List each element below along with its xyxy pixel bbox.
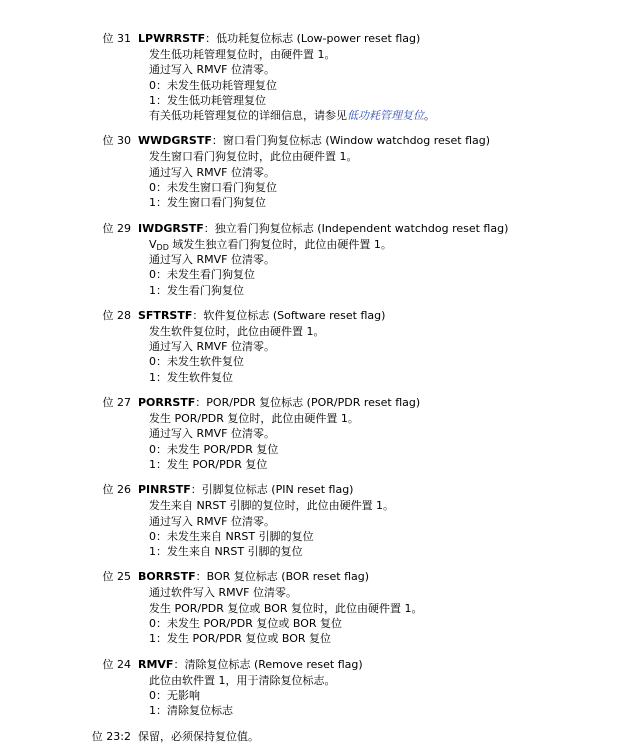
desc-line: 1：发生 POR/PDR 复位或 BOR 复位 [149,632,332,646]
bit-label: 位 23:2 [91,729,131,743]
bit-label: 位 24 [102,657,131,671]
field-rmvf: 位 24 RMVF：清除复位标志 (Remove reset flag) 此位由软件置 1，用于清除复位标志。 0：无影响 1：清除复位标志 [0,656,639,719]
field-name: WWDGRSTF [138,134,212,148]
desc-line: 通过写入 RMVF 位清零。 [149,252,275,266]
field-title: 窗口看门狗复位标志 (Window watchdog reset flag) [222,134,491,148]
field-reserved [0,728,639,745]
field-title: 独立看门狗复位标志 (Independent watchdog reset flag) [214,221,509,235]
desc-line: 发生 POR/PDR 复位时，此位由硬件置 1。 [149,412,359,426]
desc-line: 发生窗口看门狗复位时，此位由硬件置 1。 [149,150,358,164]
field-name: IWDGRSTF [138,221,204,235]
field-name: BORRSTF [138,570,196,584]
desc-line-vdd: $V_{DD}$ 域发生独立看门狗复位时，此位由硬件置 1。 [149,237,392,252]
desc-line: 1：发生来自 NRST 引脚的复位 [149,545,303,559]
field-name: SFTRSTF [138,308,193,322]
field-wwdgrstf: 位 30 WWDGRSTF：窗口看门狗复位标志 (Window watchdog reset flag) 发生窗口看门狗复位时，此位由硬件置 1。 通过写入 RMVF 位清零。 0：未发生窗口看门狗复位 1：发生窗口看门狗复位 [0,132,639,210]
desc-line: 1：发生窗口看门狗复位 [149,196,266,210]
bit-label: 位 28 [102,308,131,322]
desc-line: 发生 POR/PDR 复位或 BOR 复位时，此位由硬件置 1。 [149,601,423,615]
desc-line: 0：未发生 POR/PDR 复位 [149,442,279,456]
low-power-reset-link[interactable]: 低功耗管理复位 [347,109,424,123]
desc-line: 0：未发生 POR/PDR 复位或 BOR 复位 [149,617,343,631]
bit-label: 位 29 [102,221,131,235]
bit-label: 位 26 [102,483,131,497]
bit-label: 位 30 [102,134,131,148]
field-title: 低功耗复位标志 (Low-power reset flag) [216,32,421,45]
bit-label: 位 25 [102,570,131,584]
desc-line: 通过写入 RMVF 位清零。 [149,165,275,179]
field-name: LPWRRSTF [138,32,206,45]
desc-line: 0：未发生来自 NRST 引脚的复位 [149,529,314,543]
field-borrstf: 位 25 BORRSTF：BOR 复位标志 (BOR reset flag) 通过软件写入 RMVF 位清零。 发生 POR/PDR 复位或 BOR 复位时，此位由硬件置 1。 0：未发生 POR/PDR 复位或 BOR 复位 1：发生 POR/PDR 复位或 BOR 复位 [0,568,639,646]
field-title: 引脚复位标志 (PIN reset flag) [201,483,354,497]
desc-line: 1：发生看门狗复位 [149,283,244,297]
field-lpwrrstf: 位 31 LPWRRSTF：低功耗复位标志 (Low-power reset flag) 发生低功耗管理复位时，由硬件置 1。 通过写入 RMVF 位清零。 0：未发生低功耗管理复位 1：发生低功耗管理复位 有关低功耗管理复位的详细信息，请参见低功耗管理复位。 [0,30,639,123]
desc-line: 0：未发生软件复位 [149,355,244,369]
desc-line: 0：未发生窗口看门狗复位 [149,181,277,195]
field-name: PINRSTF [138,483,191,497]
reserved-text: 保留，必须保持复位值。 [138,729,259,743]
bit-label: 位 31 [102,32,131,45]
field-name: PORRSTF [138,396,196,410]
desc-line: 0：无影响 [149,688,200,702]
desc-line: 1：清除复位标志 [149,704,233,718]
desc-line: 1：发生 POR/PDR 复位 [149,457,268,471]
field-title: BOR 复位标志 (BOR reset flag) [206,570,370,584]
desc-line: 0：未发生低功耗管理复位 [149,78,277,92]
field-iwdgrstf: 位 29 IWDGRSTF：独立看门狗复位标志 (Independent watchdog reset flag) $V_{DD}$ 域发生独立看门狗复位时，此位由硬件置 1。 通过写入 RMVF 位清零。 0：未发生看门狗复位 1：发生看门狗复位 [0,220,639,298]
field-name: RMVF [138,657,174,671]
desc-line: 此位由软件置 1，用于清除复位标志。 [149,673,336,687]
bit-label: 位 27 [102,396,131,410]
field-pinrstf: 位 26 PINRSTF：引脚复位标志 (PIN reset flag) 发生来自 NRST 引脚的复位时，此位由硬件置 1。 通过写入 RMVF 位清零。 0：未发生来自 NRST 引脚的复位 1：发生来自 NRST 引脚的复位 [0,481,639,559]
field-porrstf: 位 27 PORRSTF：POR/PDR 复位标志 (POR/PDR reset flag) 发生 POR/PDR 复位时，此位由硬件置 1。 通过写入 RMVF 位清零。 0：未发生 POR/PDR 复位 1：发生 POR/PDR 复位 [0,394,639,472]
desc-line: 通过写入 RMVF 位清零。 [149,63,275,77]
field-title: 清除复位标志 (Remove reset flag) [184,657,363,671]
desc-line: 发生软件复位时，此位由硬件置 1。 [149,324,325,338]
desc-line: 1：发生低功耗管理复位 [149,93,266,107]
desc-line: 通过写入 RMVF 位清零。 [149,427,275,441]
desc-note: 有关低功耗管理复位的详细信息，请参见低功耗管理复位。 [149,109,435,123]
field-sftrstf: 位 28 SFTRSTF：软件复位标志 (Software reset flag) 发生软件复位时，此位由硬件置 1。 通过写入 RMVF 位清零。 0：未发生软件复位 1：发生软件复位 [0,307,639,385]
field-title: 软件复位标志 (Software reset flag) [203,308,386,322]
desc-line: 通过写入 RMVF 位清零。 [149,514,275,528]
desc-line: 0：未发生看门狗复位 [149,268,255,282]
desc-line: 1：发生软件复位 [149,370,233,384]
desc-line: 发生低功耗管理复位时，由硬件置 1。 [149,48,336,61]
desc-line: 通过软件写入 RMVF 位清零。 [149,586,297,600]
field-title: POR/PDR 复位标志 (POR/PDR reset flag) [206,396,421,410]
desc-line: 通过写入 RMVF 位清零。 [149,340,275,354]
desc-line: 发生来自 NRST 引脚的复位时，此位由硬件置 1。 [149,499,395,513]
